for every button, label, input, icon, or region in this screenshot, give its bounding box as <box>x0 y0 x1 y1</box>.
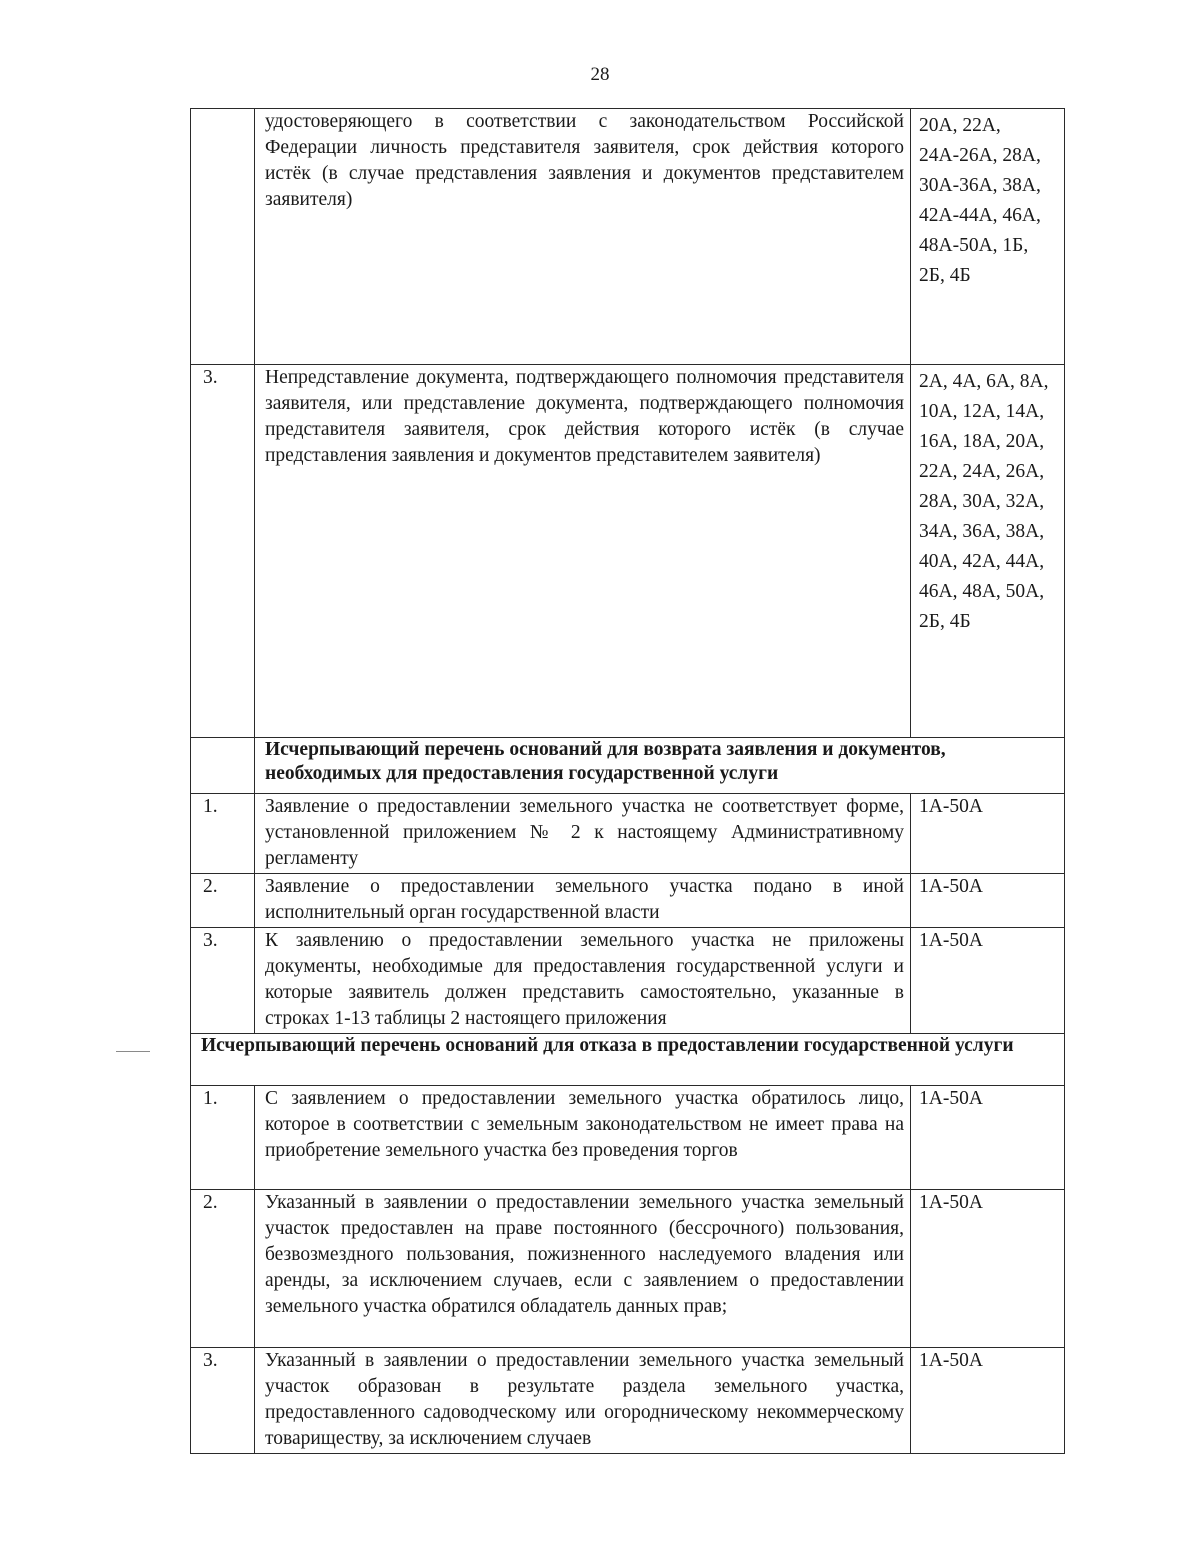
row-codes: 1А-50А <box>911 1348 1065 1454</box>
row-codes: 1А-50А <box>911 874 1065 928</box>
section-title-return: Исчерпывающий перечень оснований для возврата заявления и документов, необходимых для предоставления государственной услуги <box>255 738 1065 794</box>
table-row <box>191 794 1065 874</box>
table-row <box>191 1190 1065 1348</box>
row-text: Заявление о предоставлении земельного участка подано в иной исполнительный орган государственной власти <box>255 874 911 928</box>
row-text: Заявление о предоставлении земельного участка не соответствует форме, установленной приложением № 2 к настоящему Административному регламенту <box>255 794 911 874</box>
row-text: удостоверяющего в соответствии с законодательством Российской Федерации личность представителя заявителя, срок действия которого истёк (в случае представления заявления и документов представителем заявителя) <box>255 109 911 365</box>
row-codes: 1А-50А <box>911 1086 1065 1190</box>
page-number: 28 <box>590 64 610 85</box>
table-row <box>191 1086 1065 1190</box>
section-title-refusal: Исчерпывающий перечень оснований для отказа в предоставлении государственной услуги <box>191 1034 1065 1086</box>
row-codes: 1А-50А <box>911 794 1065 874</box>
row-codes: 20А, 22А, 24А-26А, 28А, 30А-36А, 38А, 42А-44А, 46А, 48А-50А, 1Б, 2Б, 4Б <box>911 109 1065 365</box>
row-number: 2. <box>191 874 255 928</box>
row-number: 3. <box>191 365 255 738</box>
section-header-row <box>191 1034 1065 1086</box>
row-number: 1. <box>191 794 255 874</box>
table-row <box>191 365 1065 738</box>
row-text: Непредставление документа, подтверждающего полномочия представителя заявителя, или представление документа, подтверждающего полномочия представителя заявителя, срок действия которого истёк (в случае представления заявления и документов представителем заявителя) <box>255 365 911 738</box>
grounds-table <box>190 108 1065 1454</box>
scan-margin-mark <box>116 1051 150 1052</box>
table-row <box>191 874 1065 928</box>
row-codes: 1А-50А <box>911 1190 1065 1348</box>
row-number: 3. <box>191 1348 255 1454</box>
row-text: Указанный в заявлении о предоставлении земельного участка земельный участок предоставлен на праве постоянного (бессрочного) пользования, безвозмездного пользования, пожизненного наследуемого владения или аренды, за исключением случаев, если с заявлением о предоставлении земельного участка обратился обладатель данных прав; <box>255 1190 911 1348</box>
row-text: К заявлению о предоставлении земельного участка не приложены документы, необходимые для предоставления государственной услуги и которые заявитель должен представить самостоятельно, указанные в строках 1-13 таблицы 2 настоящего приложения <box>255 928 911 1034</box>
row-number <box>191 109 255 365</box>
row-text: С заявлением о предоставлении земельного участка обратилось лицо, которое в соответствии с земельным законодательством не имеет права на приобретение земельного участка без проведения торгов <box>255 1086 911 1190</box>
row-codes: 1А-50А <box>911 928 1065 1034</box>
row-text: Указанный в заявлении о предоставлении земельного участка земельный участок образован в результате раздела земельного участка, предоставленного садоводческому или огородническому некоммерческому товариществу, за исключением случаев <box>255 1348 911 1454</box>
table-row <box>191 1348 1065 1454</box>
section-header-spacer <box>191 738 255 794</box>
row-number: 1. <box>191 1086 255 1190</box>
table-row <box>191 109 1065 365</box>
row-codes: 2А, 4А, 6А, 8А, 10А, 12А, 14А, 16А, 18А, 20А, 22А, 24А, 26А, 28А, 30А, 32А, 34А, 36А, 38А, 40А, 42А, 44А, 46А, 48А, 50А, 2Б, 4Б <box>911 365 1065 738</box>
table-row <box>191 928 1065 1034</box>
row-number: 3. <box>191 928 255 1034</box>
section-header-row <box>191 738 1065 794</box>
row-number: 2. <box>191 1190 255 1348</box>
